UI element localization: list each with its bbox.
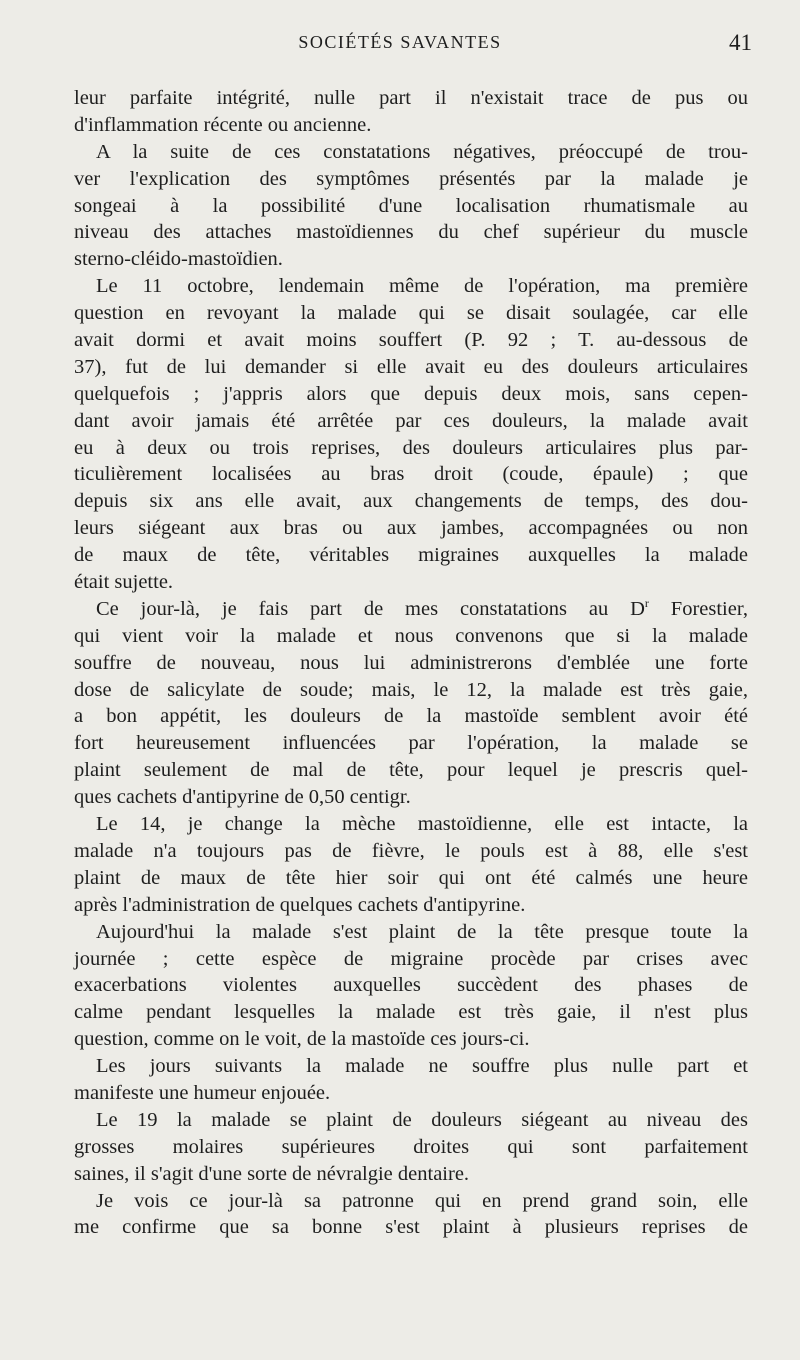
text-line <box>74 300 748 327</box>
text-line <box>74 193 748 220</box>
text-line <box>74 919 748 946</box>
text-line <box>74 730 748 757</box>
text-line-content: d'inflammation récente ou ancienne. <box>74 113 372 136</box>
text-line-content: leurs siégeant aux bras ou aux jambes, accompagnées ou non <box>74 517 748 540</box>
text-line <box>74 435 748 462</box>
text-line-content: exacerbations violentes auxquelles succèdent des phases de <box>74 974 748 997</box>
text-line-content: était sujette. <box>74 571 174 594</box>
text-line-content: journée ; cette espèce de migraine procède par crises avec <box>74 947 748 970</box>
text-line <box>74 623 748 650</box>
text-line <box>74 1134 748 1161</box>
text-line-content: plaint de maux de tête hier soir qui ont été calmés une heure <box>74 866 748 889</box>
text-line-content: Ce jour-là, je fais part de mes constatations au D <box>96 597 645 620</box>
text-line <box>74 327 748 354</box>
text-line-content: a bon appétit, les douleurs de la mastoïde semblent avoir été <box>74 705 748 728</box>
text-line <box>74 569 748 596</box>
text-line <box>74 677 748 704</box>
text-line <box>74 139 748 166</box>
text-line <box>74 354 748 381</box>
text-line-content: de maux de tête, véritables migraines auxquelles la malade <box>74 544 748 567</box>
text-line <box>74 273 748 300</box>
text-line <box>74 811 748 838</box>
paragraph <box>74 273 748 596</box>
text-line-content: quelquefois ; j'appris alors que depuis deux mois, sans cepen- <box>74 382 748 405</box>
text-line <box>74 650 748 677</box>
text-line-content: Le 19 la malade se plaint de douleurs siégeant au niveau des <box>96 1108 748 1131</box>
running-head-title: SOCIÉTÉS SAVANTES <box>298 32 502 52</box>
text-line <box>74 408 748 435</box>
paragraph <box>74 919 748 1053</box>
text-line-content: eu à deux ou trois reprises, des douleurs articulaires plus par- <box>74 436 748 459</box>
text-line <box>74 1161 748 1188</box>
text-line-content: sterno-cléido-mastoïdien. <box>74 248 283 271</box>
text-line-content: Les jours suivants la malade ne souffre plus nulle part et <box>96 1055 748 1078</box>
text-line-continuation: Forestier, <box>648 597 748 620</box>
text-line-content: Le 11 octobre, lendemain même de l'opération, ma première <box>96 275 748 298</box>
text-line <box>74 1107 748 1134</box>
superscript: r <box>644 596 649 611</box>
text-line-content: souffre de nouveau, nous lui administrerons d'emblée une forte <box>74 651 748 674</box>
text-line-content: malade n'a toujours pas de fièvre, le pouls est à 88, elle s'est <box>74 839 748 862</box>
text-line-content: dose de salicylate de soude; mais, le 12, la malade est très gaie, <box>74 678 748 701</box>
text-line-content: songeai à la possibilité d'une localisation rhumatismale au <box>74 194 748 217</box>
text-line-content: ver l'explication des symptômes présentés par la malade je <box>74 167 748 190</box>
text-line <box>74 219 748 246</box>
text-line-content: manifeste une humeur enjouée. <box>74 1081 331 1104</box>
text-line-content: depuis six ans elle avait, aux changements de temps, des dou- <box>74 490 748 513</box>
paragraph <box>74 596 748 811</box>
text-line <box>74 838 748 865</box>
text-line-content: Je vois ce jour-là sa patronne qui en prend grand soin, elle <box>96 1189 748 1212</box>
text-line-content: niveau des attaches mastoïdiennes du chef supérieur du muscle <box>74 221 748 244</box>
text-line-content: plaint seulement de mal de tête, pour lequel je prescris quel- <box>74 759 748 782</box>
text-line <box>74 85 748 112</box>
text-line <box>74 1080 748 1107</box>
text-line <box>74 596 748 623</box>
text-line-content: leur parfaite intégrité, nulle part il n'existait trace de pus ou <box>74 87 748 109</box>
text-line-content: saines, il s'agit d'une sorte de névralgie dentaire. <box>74 1162 470 1185</box>
text-line-content: question, comme on le voit, de la mastoïde ces jours-ci. <box>74 1028 530 1051</box>
text-line-content: dant avoir jamais été arrêtée par ces douleurs, la malade avait <box>74 409 748 432</box>
text-line-content: 37), fut de lui demander si elle avait eu des douleurs articulaires <box>74 355 748 378</box>
text-line <box>74 703 748 730</box>
text-line <box>74 1026 748 1053</box>
text-line <box>74 542 748 569</box>
page-number: 41 <box>729 30 752 55</box>
paragraph <box>74 85 748 139</box>
text-line <box>74 112 748 139</box>
paragraph <box>74 1053 748 1107</box>
running-head <box>0 30 800 60</box>
text-line <box>74 865 748 892</box>
text-line-content: avait dormi et avait moins souffert (P. 92 ; T. au-dessous de <box>74 329 748 352</box>
text-line <box>74 757 748 784</box>
text-line-content: Le 14, je change la mèche mastoïdienne, elle est intacte, la <box>96 813 748 836</box>
text-line <box>74 246 748 273</box>
text-line-content: qui vient voir la malade et nous convenons que si la malade <box>74 624 748 647</box>
text-line-content: ticulièrement localisées au bras droit (coude, épaule) ; que <box>74 463 748 486</box>
text-line <box>74 1053 748 1080</box>
text-line-content: A la suite de ces constatations négatives, préoccupé de trou- <box>96 140 748 163</box>
paragraph <box>74 1188 748 1242</box>
text-line <box>74 461 748 488</box>
body-text <box>74 85 748 1241</box>
text-line <box>74 784 748 811</box>
text-line-content: Aujourd'hui la malade s'est plaint de la tête presque toute la <box>96 920 748 943</box>
text-line <box>74 972 748 999</box>
text-line-content: ques cachets d'antipyrine de 0,50 centigr. <box>74 786 411 809</box>
text-line-content: me confirme que sa bonne s'est plaint à plusieurs reprises de <box>74 1216 748 1239</box>
text-line-content: après l'administration de quelques cachets d'antipyrine. <box>74 893 526 916</box>
text-line <box>74 946 748 973</box>
text-line <box>74 1214 748 1241</box>
paragraph <box>74 811 748 919</box>
text-line <box>74 381 748 408</box>
text-line <box>74 1188 748 1215</box>
text-line <box>74 166 748 193</box>
text-line-content: grosses molaires supérieures droites qui sont parfaitement <box>74 1135 748 1158</box>
text-line-content: calme pendant lesquelles la malade est très gaie, il n'est plus <box>74 1001 748 1024</box>
paragraph <box>74 1107 748 1188</box>
text-line-content: fort heureusement influencées par l'opération, la malade se <box>74 732 748 755</box>
text-line <box>74 892 748 919</box>
text-line <box>74 999 748 1026</box>
text-line <box>74 488 748 515</box>
paragraph <box>74 139 748 273</box>
text-line-content: question en revoyant la malade qui se disait soulagée, car elle <box>74 302 748 325</box>
text-line <box>74 515 748 542</box>
